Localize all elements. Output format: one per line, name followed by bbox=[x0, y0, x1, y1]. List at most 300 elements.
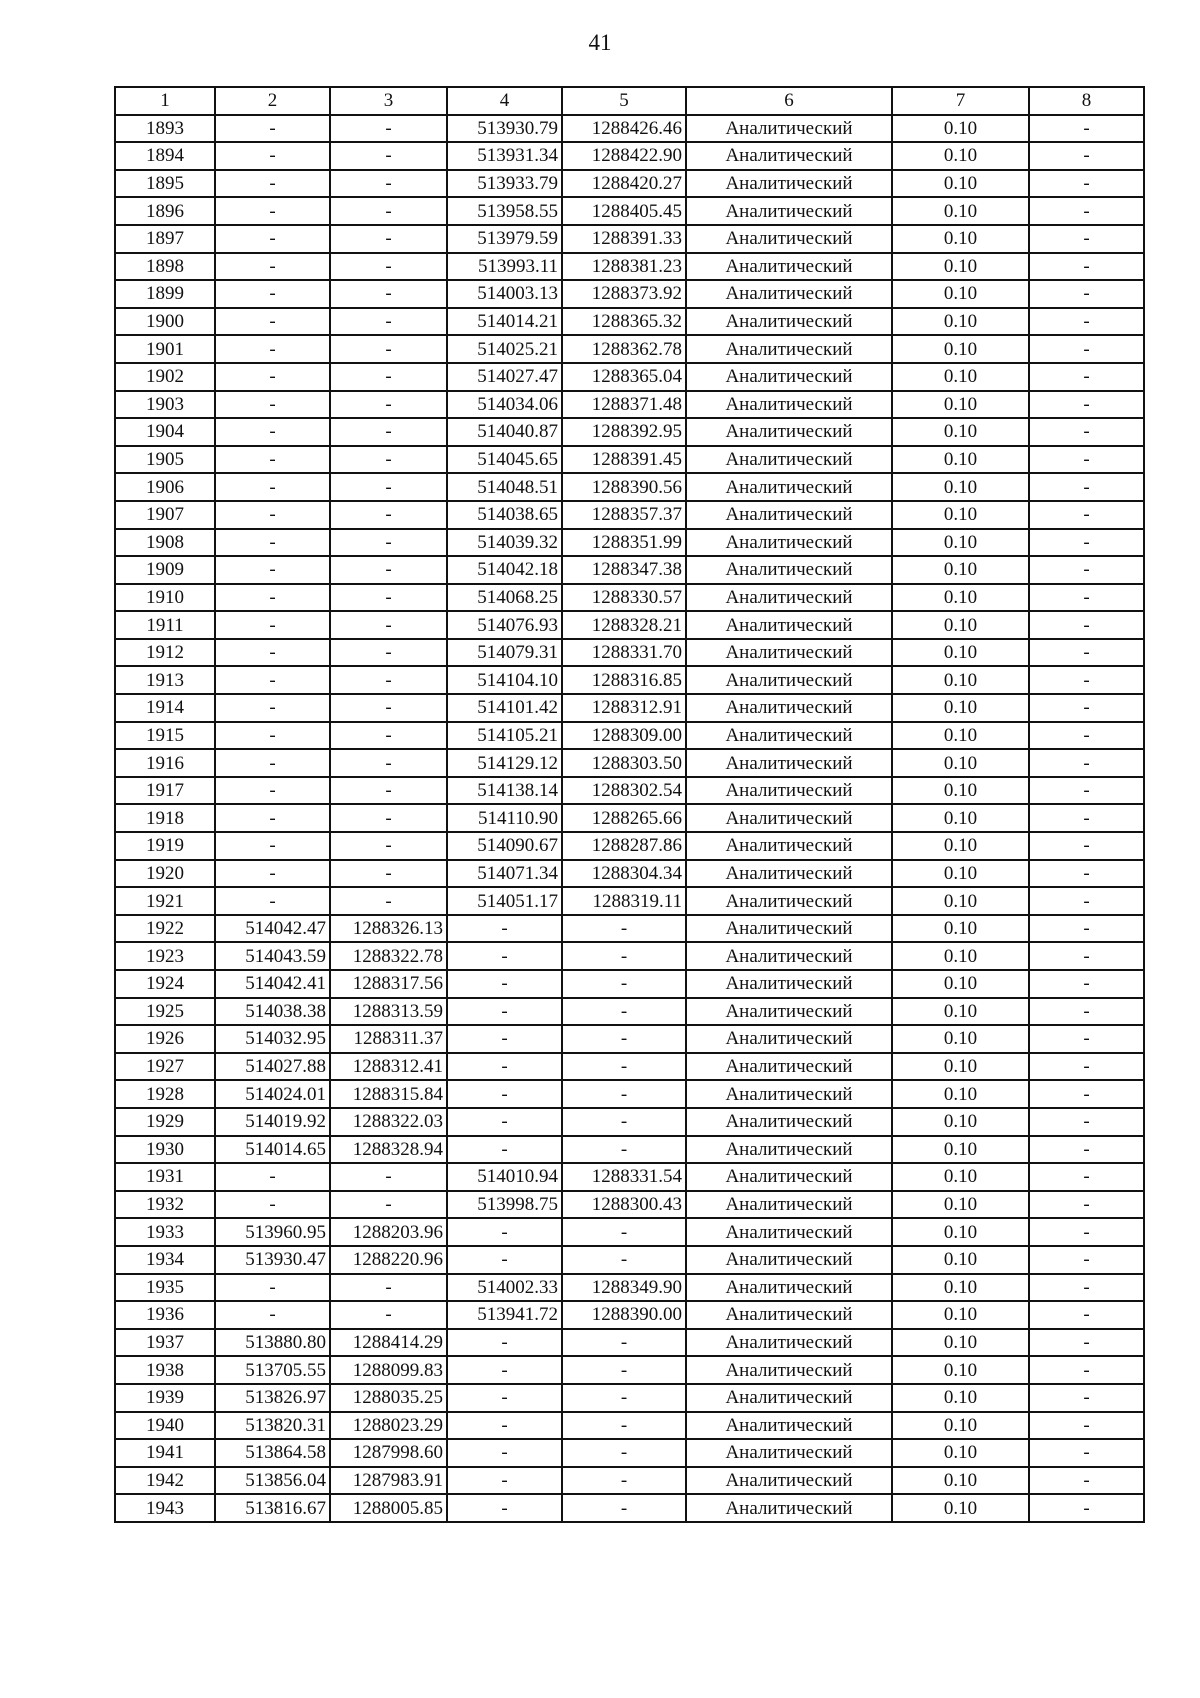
cell-col-7: 0.10 bbox=[892, 142, 1029, 170]
cell-col-6: Аналитический bbox=[686, 1053, 892, 1081]
cell-col-3: - bbox=[330, 1274, 447, 1302]
cell-col-6: Аналитический bbox=[686, 860, 892, 888]
cell-col-6: Аналитический bbox=[686, 1218, 892, 1246]
cell-col-3: - bbox=[330, 253, 447, 281]
cell-col-4: 514068.25 bbox=[447, 584, 562, 612]
column-header-5: 5 bbox=[562, 87, 686, 115]
cell-col-2: - bbox=[215, 115, 330, 143]
cell-col-4: 514039.32 bbox=[447, 529, 562, 557]
cell-col-3: - bbox=[330, 280, 447, 308]
cell-col-1: 1923 bbox=[115, 942, 215, 970]
cell-col-5: 1288373.92 bbox=[562, 280, 686, 308]
cell-col-4: - bbox=[447, 1494, 562, 1522]
cell-col-6: Аналитический bbox=[686, 391, 892, 419]
cell-col-3: - bbox=[330, 473, 447, 501]
table-row bbox=[115, 501, 1144, 529]
cell-col-3: - bbox=[330, 529, 447, 557]
cell-col-3: - bbox=[330, 887, 447, 915]
cell-col-1: 1918 bbox=[115, 804, 215, 832]
header-row bbox=[115, 87, 1144, 115]
cell-col-8: - bbox=[1029, 556, 1144, 584]
cell-col-5: 1288381.23 bbox=[562, 253, 686, 281]
cell-col-5: 1288347.38 bbox=[562, 556, 686, 584]
cell-col-4: - bbox=[447, 1080, 562, 1108]
cell-col-2: - bbox=[215, 335, 330, 363]
cell-col-7: 0.10 bbox=[892, 308, 1029, 336]
cell-col-6: Аналитический bbox=[686, 225, 892, 253]
cell-col-7: 0.10 bbox=[892, 1329, 1029, 1357]
cell-col-8: - bbox=[1029, 115, 1144, 143]
cell-col-3: - bbox=[330, 860, 447, 888]
cell-col-2: - bbox=[215, 666, 330, 694]
cell-col-3: - bbox=[330, 749, 447, 777]
cell-col-1: 1917 bbox=[115, 777, 215, 805]
cell-col-5: - bbox=[562, 1246, 686, 1274]
cell-col-6: Аналитический bbox=[686, 1439, 892, 1467]
cell-col-4: 514010.94 bbox=[447, 1163, 562, 1191]
cell-col-3: 1288328.94 bbox=[330, 1136, 447, 1164]
cell-col-1: 1927 bbox=[115, 1053, 215, 1081]
cell-col-5: 1288365.32 bbox=[562, 308, 686, 336]
cell-col-8: - bbox=[1029, 1384, 1144, 1412]
table-row bbox=[115, 1108, 1144, 1136]
table-row bbox=[115, 529, 1144, 557]
cell-col-8: - bbox=[1029, 970, 1144, 998]
cell-col-4: 514076.93 bbox=[447, 611, 562, 639]
cell-col-3: - bbox=[330, 1191, 447, 1219]
cell-col-7: 0.10 bbox=[892, 446, 1029, 474]
cell-col-3: 1287983.91 bbox=[330, 1467, 447, 1495]
cell-col-8: - bbox=[1029, 749, 1144, 777]
cell-col-2: - bbox=[215, 832, 330, 860]
cell-col-5: 1288362.78 bbox=[562, 335, 686, 363]
cell-col-7: 0.10 bbox=[892, 860, 1029, 888]
cell-col-7: 0.10 bbox=[892, 501, 1029, 529]
cell-col-8: - bbox=[1029, 335, 1144, 363]
cell-col-5: - bbox=[562, 1467, 686, 1495]
cell-col-1: 1913 bbox=[115, 666, 215, 694]
cell-col-5: 1288420.27 bbox=[562, 170, 686, 198]
cell-col-1: 1903 bbox=[115, 391, 215, 419]
cell-col-8: - bbox=[1029, 1080, 1144, 1108]
cell-col-6: Аналитический bbox=[686, 363, 892, 391]
cell-col-6: Аналитический bbox=[686, 942, 892, 970]
cell-col-1: 1932 bbox=[115, 1191, 215, 1219]
table-row bbox=[115, 804, 1144, 832]
cell-col-2: - bbox=[215, 501, 330, 529]
cell-col-1: 1905 bbox=[115, 446, 215, 474]
cell-col-7: 0.10 bbox=[892, 1191, 1029, 1219]
cell-col-7: 0.10 bbox=[892, 335, 1029, 363]
cell-col-1: 1930 bbox=[115, 1136, 215, 1164]
cell-col-7: 0.10 bbox=[892, 1412, 1029, 1440]
cell-col-3: - bbox=[330, 446, 447, 474]
cell-col-4: - bbox=[447, 1329, 562, 1357]
cell-col-8: - bbox=[1029, 942, 1144, 970]
cell-col-8: - bbox=[1029, 1274, 1144, 1302]
table-row bbox=[115, 611, 1144, 639]
cell-col-7: 0.10 bbox=[892, 639, 1029, 667]
cell-col-6: Аналитический bbox=[686, 501, 892, 529]
table-row bbox=[115, 1218, 1144, 1246]
cell-col-3: - bbox=[330, 335, 447, 363]
cell-col-1: 1915 bbox=[115, 722, 215, 750]
cell-col-3: 1288220.96 bbox=[330, 1246, 447, 1274]
cell-col-8: - bbox=[1029, 887, 1144, 915]
cell-col-7: 0.10 bbox=[892, 418, 1029, 446]
cell-col-5: - bbox=[562, 970, 686, 998]
cell-col-5: 1288391.45 bbox=[562, 446, 686, 474]
cell-col-1: 1897 bbox=[115, 225, 215, 253]
cell-col-8: - bbox=[1029, 722, 1144, 750]
cell-col-8: - bbox=[1029, 1191, 1144, 1219]
cell-col-6: Аналитический bbox=[686, 887, 892, 915]
cell-col-2: - bbox=[215, 529, 330, 557]
cell-col-3: 1288023.29 bbox=[330, 1412, 447, 1440]
cell-col-5: 1288405.45 bbox=[562, 197, 686, 225]
cell-col-3: - bbox=[330, 197, 447, 225]
cell-col-2: - bbox=[215, 804, 330, 832]
cell-col-4: 513941.72 bbox=[447, 1301, 562, 1329]
table-row bbox=[115, 1025, 1144, 1053]
cell-col-6: Аналитический bbox=[686, 1329, 892, 1357]
table-row bbox=[115, 666, 1144, 694]
cell-col-3: - bbox=[330, 584, 447, 612]
table-row bbox=[115, 1053, 1144, 1081]
cell-col-1: 1943 bbox=[115, 1494, 215, 1522]
cell-col-4: 514051.17 bbox=[447, 887, 562, 915]
cell-col-2: - bbox=[215, 280, 330, 308]
cell-col-8: - bbox=[1029, 1467, 1144, 1495]
table-row bbox=[115, 1467, 1144, 1495]
cell-col-6: Аналитический bbox=[686, 694, 892, 722]
column-header-4: 4 bbox=[447, 87, 562, 115]
cell-col-6: Аналитический bbox=[686, 666, 892, 694]
page-number: 41 bbox=[588, 30, 612, 55]
table-row bbox=[115, 998, 1144, 1026]
cell-col-8: - bbox=[1029, 308, 1144, 336]
table-row bbox=[115, 832, 1144, 860]
cell-col-5: - bbox=[562, 915, 686, 943]
cell-col-2: 514038.38 bbox=[215, 998, 330, 1026]
cell-col-1: 1934 bbox=[115, 1246, 215, 1274]
cell-col-2: - bbox=[215, 1191, 330, 1219]
cell-col-1: 1933 bbox=[115, 1218, 215, 1246]
cell-col-5: 1288303.50 bbox=[562, 749, 686, 777]
cell-col-8: - bbox=[1029, 694, 1144, 722]
cell-col-4: 514027.47 bbox=[447, 363, 562, 391]
cell-col-6: Аналитический bbox=[686, 722, 892, 750]
cell-col-1: 1894 bbox=[115, 142, 215, 170]
cell-col-4: 514110.90 bbox=[447, 804, 562, 832]
cell-col-4: 514042.18 bbox=[447, 556, 562, 584]
cell-col-8: - bbox=[1029, 804, 1144, 832]
cell-col-7: 0.10 bbox=[892, 832, 1029, 860]
cell-col-6: Аналитический bbox=[686, 584, 892, 612]
cell-col-6: Аналитический bbox=[686, 308, 892, 336]
cell-col-6: Аналитический bbox=[686, 804, 892, 832]
cell-col-1: 1904 bbox=[115, 418, 215, 446]
cell-col-2: 513816.67 bbox=[215, 1494, 330, 1522]
table-row bbox=[115, 1080, 1144, 1108]
cell-col-1: 1931 bbox=[115, 1163, 215, 1191]
cell-col-6: Аналитический bbox=[686, 280, 892, 308]
cell-col-3: 1288322.03 bbox=[330, 1108, 447, 1136]
cell-col-4: - bbox=[447, 998, 562, 1026]
cell-col-8: - bbox=[1029, 998, 1144, 1026]
cell-col-4: 514045.65 bbox=[447, 446, 562, 474]
cell-col-8: - bbox=[1029, 1218, 1144, 1246]
cell-col-5: - bbox=[562, 942, 686, 970]
cell-col-5: - bbox=[562, 1053, 686, 1081]
cell-col-2: - bbox=[215, 556, 330, 584]
cell-col-7: 0.10 bbox=[892, 1384, 1029, 1412]
cell-col-1: 1914 bbox=[115, 694, 215, 722]
table-row bbox=[115, 1136, 1144, 1164]
cell-col-6: Аналитический bbox=[686, 639, 892, 667]
cell-col-6: Аналитический bbox=[686, 1163, 892, 1191]
cell-col-2: - bbox=[215, 473, 330, 501]
cell-col-8: - bbox=[1029, 1329, 1144, 1357]
cell-col-4: - bbox=[447, 1384, 562, 1412]
cell-col-8: - bbox=[1029, 1163, 1144, 1191]
cell-col-3: - bbox=[330, 832, 447, 860]
cell-col-5: - bbox=[562, 1218, 686, 1246]
column-header-8: 8 bbox=[1029, 87, 1144, 115]
cell-col-5: - bbox=[562, 1136, 686, 1164]
cell-col-3: 1288005.85 bbox=[330, 1494, 447, 1522]
cell-col-6: Аналитический bbox=[686, 1136, 892, 1164]
table-row bbox=[115, 584, 1144, 612]
cell-col-5: 1288349.90 bbox=[562, 1274, 686, 1302]
cell-col-5: - bbox=[562, 1384, 686, 1412]
cell-col-1: 1922 bbox=[115, 915, 215, 943]
cell-col-6: Аналитический bbox=[686, 1108, 892, 1136]
cell-col-7: 0.10 bbox=[892, 1053, 1029, 1081]
cell-col-5: 1288390.00 bbox=[562, 1301, 686, 1329]
cell-col-2: - bbox=[215, 225, 330, 253]
cell-col-2: - bbox=[215, 253, 330, 281]
cell-col-4: 513930.79 bbox=[447, 115, 562, 143]
cell-col-4: - bbox=[447, 1218, 562, 1246]
cell-col-2: 514042.41 bbox=[215, 970, 330, 998]
cell-col-8: - bbox=[1029, 639, 1144, 667]
table-row bbox=[115, 1412, 1144, 1440]
cell-col-2: 514014.65 bbox=[215, 1136, 330, 1164]
cell-col-5: 1288304.34 bbox=[562, 860, 686, 888]
cell-col-7: 0.10 bbox=[892, 170, 1029, 198]
cell-col-2: - bbox=[215, 639, 330, 667]
cell-col-8: - bbox=[1029, 584, 1144, 612]
cell-col-1: 1937 bbox=[115, 1329, 215, 1357]
cell-col-8: - bbox=[1029, 280, 1144, 308]
cell-col-6: Аналитический bbox=[686, 115, 892, 143]
cell-col-7: 0.10 bbox=[892, 115, 1029, 143]
cell-col-5: 1288316.85 bbox=[562, 666, 686, 694]
cell-col-6: Аналитический bbox=[686, 749, 892, 777]
cell-col-3: - bbox=[330, 777, 447, 805]
cell-col-7: 0.10 bbox=[892, 1108, 1029, 1136]
cell-col-8: - bbox=[1029, 1301, 1144, 1329]
table-row bbox=[115, 280, 1144, 308]
cell-col-6: Аналитический bbox=[686, 1467, 892, 1495]
cell-col-7: 0.10 bbox=[892, 529, 1029, 557]
cell-col-2: - bbox=[215, 418, 330, 446]
cell-col-4: - bbox=[447, 915, 562, 943]
cell-col-1: 1939 bbox=[115, 1384, 215, 1412]
table-row bbox=[115, 1163, 1144, 1191]
cell-col-6: Аналитический bbox=[686, 142, 892, 170]
column-header-1: 1 bbox=[115, 87, 215, 115]
cell-col-3: - bbox=[330, 391, 447, 419]
cell-col-2: 513960.95 bbox=[215, 1218, 330, 1246]
cell-col-4: - bbox=[447, 1439, 562, 1467]
cell-col-2: - bbox=[215, 860, 330, 888]
cell-col-8: - bbox=[1029, 860, 1144, 888]
column-header-6: 6 bbox=[686, 87, 892, 115]
cell-col-5: 1288392.95 bbox=[562, 418, 686, 446]
table-row bbox=[115, 197, 1144, 225]
cell-col-3: - bbox=[330, 1163, 447, 1191]
cell-col-4: 514138.14 bbox=[447, 777, 562, 805]
cell-col-1: 1902 bbox=[115, 363, 215, 391]
cell-col-7: 0.10 bbox=[892, 225, 1029, 253]
cell-col-3: - bbox=[330, 170, 447, 198]
cell-col-3: - bbox=[330, 418, 447, 446]
cell-col-1: 1893 bbox=[115, 115, 215, 143]
column-header-7: 7 bbox=[892, 87, 1029, 115]
cell-col-6: Аналитический bbox=[686, 197, 892, 225]
cell-col-6: Аналитический bbox=[686, 915, 892, 943]
table-row bbox=[115, 363, 1144, 391]
coordinates-table bbox=[114, 86, 1145, 1523]
table-row bbox=[115, 556, 1144, 584]
cell-col-3: - bbox=[330, 142, 447, 170]
cell-col-6: Аналитический bbox=[686, 1494, 892, 1522]
cell-col-2: 514024.01 bbox=[215, 1080, 330, 1108]
cell-col-1: 1938 bbox=[115, 1356, 215, 1384]
cell-col-6: Аналитический bbox=[686, 556, 892, 584]
cell-col-5: 1288426.46 bbox=[562, 115, 686, 143]
table-body bbox=[115, 115, 1144, 1522]
table-row bbox=[115, 308, 1144, 336]
cell-col-2: 514019.92 bbox=[215, 1108, 330, 1136]
table-row bbox=[115, 1191, 1144, 1219]
cell-col-5: - bbox=[562, 1439, 686, 1467]
cell-col-2: 513705.55 bbox=[215, 1356, 330, 1384]
cell-col-7: 0.10 bbox=[892, 1246, 1029, 1274]
cell-col-4: 514101.42 bbox=[447, 694, 562, 722]
table-row bbox=[115, 170, 1144, 198]
cell-col-1: 1940 bbox=[115, 1412, 215, 1440]
cell-col-4: 513958.55 bbox=[447, 197, 562, 225]
cell-col-5: - bbox=[562, 1329, 686, 1357]
cell-col-3: - bbox=[330, 611, 447, 639]
cell-col-5: 1288330.57 bbox=[562, 584, 686, 612]
cell-col-1: 1929 bbox=[115, 1108, 215, 1136]
cell-col-4: 513979.59 bbox=[447, 225, 562, 253]
cell-col-4: 514003.13 bbox=[447, 280, 562, 308]
cell-col-3: - bbox=[330, 501, 447, 529]
cell-col-3: - bbox=[330, 1301, 447, 1329]
cell-col-5: - bbox=[562, 998, 686, 1026]
cell-col-5: - bbox=[562, 1108, 686, 1136]
cell-col-8: - bbox=[1029, 1439, 1144, 1467]
cell-col-6: Аналитический bbox=[686, 1274, 892, 1302]
cell-col-1: 1911 bbox=[115, 611, 215, 639]
cell-col-4: - bbox=[447, 1108, 562, 1136]
cell-col-1: 1898 bbox=[115, 253, 215, 281]
cell-col-3: 1288035.25 bbox=[330, 1384, 447, 1412]
table-row bbox=[115, 1356, 1144, 1384]
cell-col-8: - bbox=[1029, 611, 1144, 639]
cell-col-3: 1288312.41 bbox=[330, 1053, 447, 1081]
table-row bbox=[115, 694, 1144, 722]
cell-col-4: 514079.31 bbox=[447, 639, 562, 667]
cell-col-4: 514002.33 bbox=[447, 1274, 562, 1302]
cell-col-2: - bbox=[215, 777, 330, 805]
table-row bbox=[115, 942, 1144, 970]
cell-col-2: - bbox=[215, 584, 330, 612]
cell-col-6: Аналитический bbox=[686, 1025, 892, 1053]
cell-col-7: 0.10 bbox=[892, 611, 1029, 639]
table-row bbox=[115, 253, 1144, 281]
table-row bbox=[115, 418, 1144, 446]
cell-col-8: - bbox=[1029, 832, 1144, 860]
cell-col-2: 514042.47 bbox=[215, 915, 330, 943]
cell-col-7: 0.10 bbox=[892, 197, 1029, 225]
cell-col-1: 1906 bbox=[115, 473, 215, 501]
table-row bbox=[115, 1439, 1144, 1467]
cell-col-5: 1288265.66 bbox=[562, 804, 686, 832]
cell-col-7: 0.10 bbox=[892, 363, 1029, 391]
cell-col-8: - bbox=[1029, 170, 1144, 198]
cell-col-7: 0.10 bbox=[892, 804, 1029, 832]
cell-col-4: - bbox=[447, 1053, 562, 1081]
cell-col-7: 0.10 bbox=[892, 1218, 1029, 1246]
cell-col-7: 0.10 bbox=[892, 722, 1029, 750]
cell-col-7: 0.10 bbox=[892, 942, 1029, 970]
cell-col-6: Аналитический bbox=[686, 970, 892, 998]
cell-col-1: 1936 bbox=[115, 1301, 215, 1329]
cell-col-1: 1916 bbox=[115, 749, 215, 777]
cell-col-7: 0.10 bbox=[892, 970, 1029, 998]
cell-col-8: - bbox=[1029, 197, 1144, 225]
cell-col-4: 514014.21 bbox=[447, 308, 562, 336]
cell-col-3: - bbox=[330, 639, 447, 667]
cell-col-2: 513856.04 bbox=[215, 1467, 330, 1495]
cell-col-3: 1288322.78 bbox=[330, 942, 447, 970]
table-row bbox=[115, 970, 1144, 998]
table-row bbox=[115, 1301, 1144, 1329]
cell-col-2: - bbox=[215, 142, 330, 170]
cell-col-2: - bbox=[215, 694, 330, 722]
cell-col-3: - bbox=[330, 308, 447, 336]
cell-col-8: - bbox=[1029, 253, 1144, 281]
cell-col-8: - bbox=[1029, 915, 1144, 943]
cell-col-6: Аналитический bbox=[686, 335, 892, 363]
table-row bbox=[115, 391, 1144, 419]
cell-col-3: 1287998.60 bbox=[330, 1439, 447, 1467]
cell-col-7: 0.10 bbox=[892, 556, 1029, 584]
cell-col-3: - bbox=[330, 666, 447, 694]
cell-col-1: 1908 bbox=[115, 529, 215, 557]
cell-col-6: Аналитический bbox=[686, 1246, 892, 1274]
cell-col-4: - bbox=[447, 1356, 562, 1384]
table-row bbox=[115, 446, 1144, 474]
cell-col-8: - bbox=[1029, 473, 1144, 501]
table-row bbox=[115, 142, 1144, 170]
